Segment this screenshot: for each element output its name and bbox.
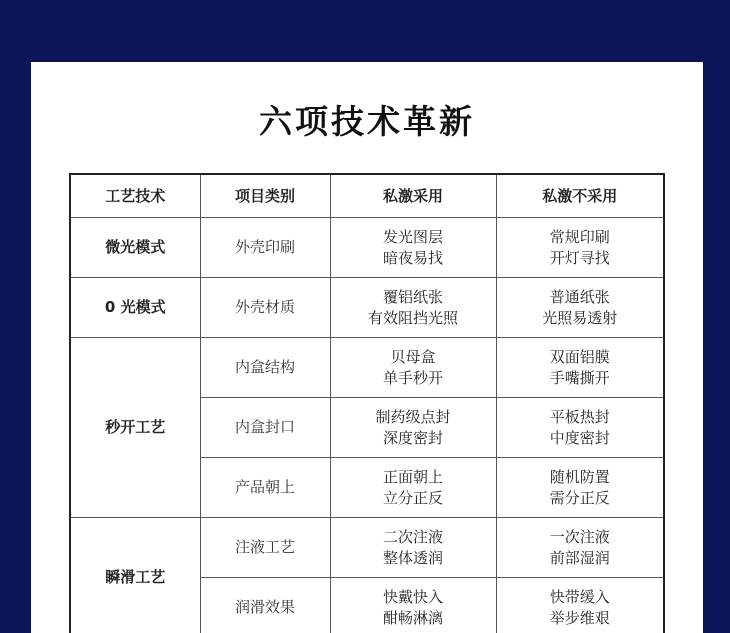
adopt-line: 立分正反: [382, 488, 443, 507]
not-adopt-cell: [496, 218, 664, 278]
category-cell: 秒开工艺: [70, 338, 200, 518]
item-cell: 外壳印刷: [200, 218, 330, 278]
item-cell: 产品朝上: [200, 458, 330, 518]
adopt-line: 正面朝上: [382, 467, 443, 486]
not-adopt-cell: [496, 578, 664, 633]
not-adopt-line: 开灯寻找: [549, 248, 610, 267]
adopt-line: 快戴快入: [382, 587, 443, 606]
adopt-cell: [330, 578, 496, 633]
adopt-line: 有效阻挡光照: [367, 308, 458, 327]
header-adopt: 私激采用: [330, 174, 496, 218]
not-adopt-line: 双面铝膜: [549, 347, 610, 366]
not-adopt-line: 平板热封: [549, 407, 610, 426]
item-cell: 润滑效果: [200, 578, 330, 633]
item-cell: 内盒封口: [200, 398, 330, 458]
not-adopt-cell: [496, 278, 664, 338]
adopt-cell: [330, 398, 496, 458]
header-category: 项目类别: [200, 174, 330, 218]
adopt-line: 发光图层: [382, 227, 443, 246]
not-adopt-line: 举步维艰: [549, 608, 610, 627]
item-cell: 外壳材质: [200, 278, 330, 338]
adopt-cell: [330, 458, 496, 518]
not-adopt-line: 快带缓入: [549, 587, 610, 606]
adopt-line: 暗夜易找: [382, 248, 443, 267]
category-cell: 0 光模式: [70, 278, 200, 338]
not-adopt-line: 光照易透射: [542, 308, 618, 327]
header-technique: 工艺技术: [70, 174, 200, 218]
not-adopt-line: 普通纸张: [549, 287, 610, 306]
adopt-line: 贝母盒: [390, 347, 436, 366]
not-adopt-line: 前部湿润: [549, 548, 610, 567]
adopt-cell: [330, 338, 496, 398]
page-title: 六项技术革新: [259, 102, 475, 141]
category-cell: 微光模式: [70, 218, 200, 278]
table-row: [70, 518, 664, 578]
not-adopt-line: 随机防置: [549, 467, 610, 486]
adopt-line: 整体透润: [382, 548, 443, 567]
not-adopt-cell: [496, 398, 664, 458]
adopt-cell: [330, 218, 496, 278]
not-adopt-cell: [496, 518, 664, 578]
not-adopt-line: 需分正反: [549, 488, 610, 507]
content-card: [31, 62, 703, 633]
not-adopt-cell: [496, 338, 664, 398]
not-adopt-line: 一次注液: [549, 527, 610, 546]
not-adopt-cell: [496, 458, 664, 518]
item-cell: 内盒结构: [200, 338, 330, 398]
table-row: [70, 218, 664, 278]
adopt-cell: [330, 518, 496, 578]
table-row: [70, 338, 664, 398]
adopt-line: 二次注液: [382, 527, 443, 546]
comparison-table: [69, 173, 665, 633]
not-adopt-line: 常规印刷: [549, 227, 610, 246]
adopt-line: 制药级点封: [375, 407, 451, 426]
not-adopt-line: 中度密封: [549, 428, 610, 447]
not-adopt-line: 手嘴撕开: [549, 368, 610, 387]
adopt-line: 单手秒开: [382, 368, 443, 387]
table-header-row: [70, 174, 664, 218]
adopt-line: 覆铝纸张: [382, 287, 443, 306]
header-not-adopt: 私激不采用: [496, 174, 664, 218]
adopt-cell: [330, 278, 496, 338]
adopt-line: 深度密封: [382, 428, 443, 447]
adopt-line: 酣畅淋漓: [382, 608, 443, 627]
category-cell: 瞬滑工艺: [70, 518, 200, 633]
table-row: [70, 278, 664, 338]
item-cell: 注液工艺: [200, 518, 330, 578]
